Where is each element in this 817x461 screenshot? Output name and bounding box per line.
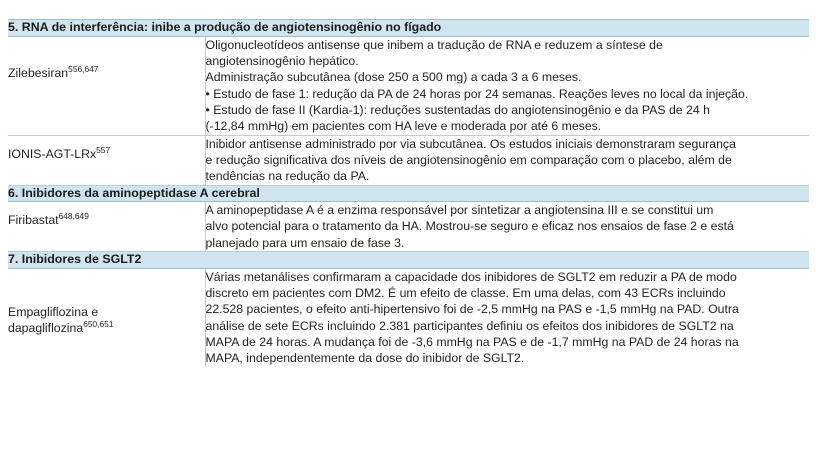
description-line: Inibidor antisense administrado por via subcutânea. Os estudos iniciais demonstraram segurança [205,136,736,151]
drug-name-zilebesiran [8,36,205,135]
drug-label: Empagliflozina e [8,304,99,319]
drug-description-empagliflozina [205,268,809,367]
description-line: MAPA, independentemente da dose do inibidor de SGLT2. [205,351,525,366]
description-line: MAPA de 24 horas. A mudança foi de -3,6 mmHg na PAS e de -1,7 mmHg na PAD de 24 horas na [205,335,739,349]
drug-name-ionis [8,135,205,185]
section-header-7 [8,252,809,269]
table-row [8,202,809,252]
reference-superscript: 557 [96,144,111,155]
drug-label: Zilebesiran [8,65,69,80]
drug-label: IONIS-AGT-LRx [8,146,97,161]
drug-description-zilebesiran [205,36,809,135]
section-heading-7: 7. Inibidores de SGLT2 [8,252,809,269]
description-line: análise de sete ECRs incluindo 2.381 participantes definiu os efeitos dos inibidores de SGLT2 na [205,318,734,333]
reference-superscript: 556,647 [68,63,99,74]
drug-label: Firibastat [8,213,59,228]
description-line: Administração subcutânea (dose 250 a 500 mg) a cada 3 a 6 meses. [205,70,582,85]
reference-superscript: 650,651 [83,318,114,329]
drug-description-ionis [205,135,809,185]
treatments-table [8,19,809,367]
description-line: alvo potencial para o tratamento da HA. Mostrou-se seguro e eficaz nos ensaios de fase 2 e está [205,219,734,234]
table-row [8,135,809,185]
table-row [8,268,809,367]
section-heading-5: 5. RNA de interferência: inibe a produção de angiotensinogênio no fígado [8,20,809,37]
description-bullet: • Estudo de fase 1: redução da PA de 24 horas por 24 semanas. Reações leves no local da injeção. [205,86,749,101]
description-line: tendências na redução da PA. [205,169,370,184]
description-bullet: (-12,84 mmHg) em pacientes com HA leve e moderada por até 6 meses. [205,119,602,134]
description-line: A aminopeptidase A é a enzima responsável por sintetizar a angiotensina III e se constitui um [205,203,714,218]
description-line: discreto em pacientes com DM2. É um efeito de classe. Em uma delas, com 43 ECRs incluindo [205,285,726,300]
reference-superscript: 648,649 [58,211,89,221]
section-header-6 [8,185,809,202]
description-line: angiotensinogênio hepático. [205,53,359,68]
description-line: Várias metanálises confirmaram a capacidade dos inibidores de SGLT2 em reduzir a PA de modo [205,269,737,284]
drug-label-second-line: dapagliflozina [8,320,84,335]
table-row [8,36,809,135]
drug-name-firibastat [8,202,205,252]
drug-name-empagliflozina [8,268,205,367]
description-line: e redução significativa dos níveis de angiotensinogênio em comparação com o placebo, além de [205,152,732,167]
section-header-5 [8,20,809,37]
section-heading-6: 6. Inibidores da aminopeptidase A cerebral [8,185,809,202]
description-line: Oligonucleotídeos antisense que inibem a tradução de RNA e reduzem a síntese de [205,37,663,52]
description-line: planejado para um ensaio de fase 3. [205,235,405,250]
description-line: 22.528 pacientes, o efeito anti-hipertensivo foi de -2,5 mmHg na PAS e -1,5 mmHg na PAD. Outra [205,302,739,317]
drug-description-firibastat [205,202,809,252]
description-bullet: • Estudo de fase II (Kardia-1): reduções sustentadas do angiotensinogênio e da PAS de 24 h [205,102,710,117]
